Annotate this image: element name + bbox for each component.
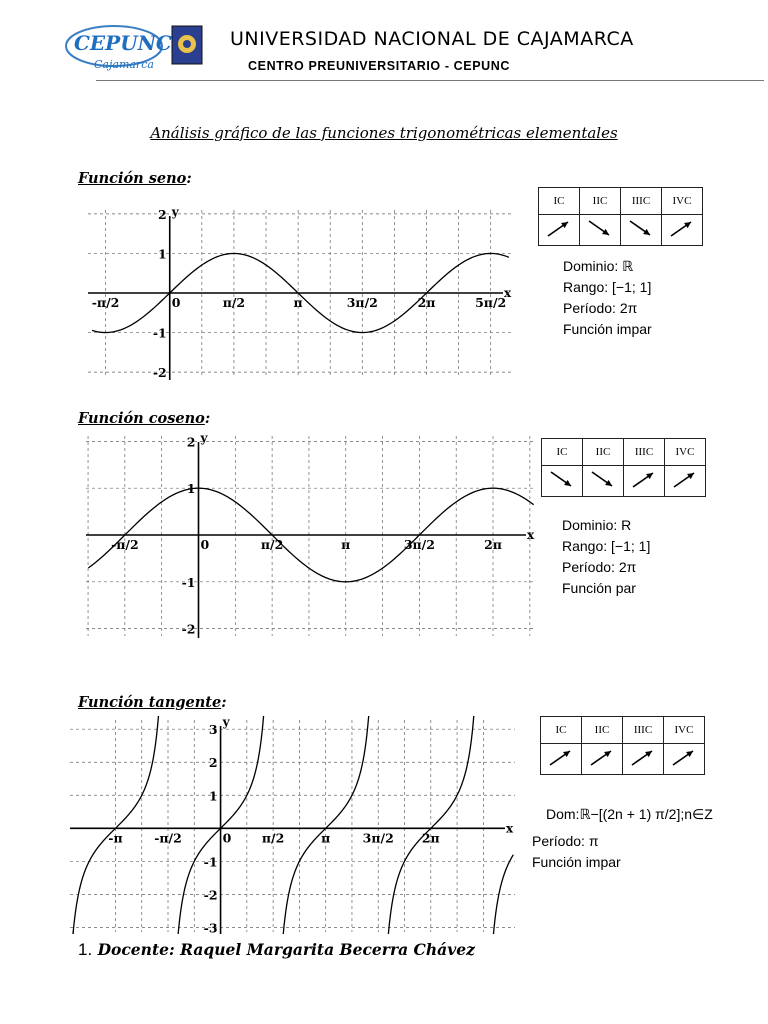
domain-text: Dominio: ℝ — [563, 258, 634, 274]
x-tick-label: 2π — [484, 537, 502, 552]
logo-text: CEPUNC — [74, 31, 172, 55]
quadrant-table-coseno — [541, 438, 706, 497]
arrow-up-right-icon — [670, 468, 700, 490]
y-tick-label: 2 — [208, 755, 218, 771]
domain-text: Dominio: R — [562, 517, 632, 533]
arrow-up-right-icon — [669, 746, 699, 768]
university-title: UNIVERSIDAD NACIONAL DE CAJAMARCA — [230, 28, 634, 50]
x-tick-label: π — [341, 537, 351, 552]
x-tick-label: π — [321, 830, 331, 846]
quadrant-label: IIC — [583, 439, 624, 466]
x-tick-label: 0 — [200, 537, 210, 552]
grid — [86, 436, 536, 636]
y-tick-label: -2 — [152, 365, 167, 380]
x-axis-label: x — [527, 528, 535, 542]
range-text: Rango: [−1; 1] — [562, 538, 651, 554]
y-tick-label: -2 — [181, 621, 196, 637]
quadrant-label: IC — [541, 717, 582, 744]
x-tick-label: -π — [108, 830, 123, 846]
section-title-tangente — [78, 694, 227, 711]
quadrant-table-tangente — [540, 716, 705, 775]
arrow-up-right-icon — [667, 217, 697, 239]
footer — [78, 940, 475, 960]
quadrant-label: IVC — [664, 717, 705, 744]
arrow-up-right-icon — [544, 217, 574, 239]
x-tick-label: -π/2 — [111, 537, 139, 552]
properties-coseno — [562, 515, 650, 599]
function-curve — [70, 716, 513, 934]
quadrant-label: IIC — [580, 188, 621, 215]
quadrant-label: IIIC — [624, 439, 665, 466]
section-title-tangente-text: Función tangente — [78, 694, 222, 711]
period-text: Período: 2π — [563, 300, 638, 316]
section-title-coseno-text: Función coseno — [78, 410, 205, 427]
quadrant-label: IC — [539, 188, 580, 215]
y-axis-label: y — [222, 716, 230, 729]
x-tick-label: 2π — [417, 295, 436, 310]
document-title: Análisis gráfico de las funciones trigonométricas elementales — [150, 124, 618, 142]
quadrant-table-seno — [538, 187, 703, 246]
x-tick-label: π/2 — [260, 537, 284, 552]
y-tick-label: 3 — [208, 722, 218, 738]
x-tick-label: 2π — [421, 830, 440, 846]
x-tick-label: π — [293, 295, 303, 310]
arrow-down-right-icon — [547, 468, 577, 490]
x-tick-label: -π/2 — [154, 830, 182, 846]
section-title-colon: : — [186, 170, 192, 187]
parity-text: Función par — [562, 580, 636, 596]
cosine-chart — [86, 432, 536, 638]
y-tick-label: 2 — [158, 206, 167, 222]
university-seal-icon — [172, 26, 202, 64]
x-tick-label: 0 — [171, 295, 181, 310]
x-axis-label: x — [504, 286, 512, 300]
y-tick-label: -1 — [152, 325, 167, 341]
parity-text: Función impar — [532, 854, 621, 870]
x-tick-label: π/2 — [222, 295, 246, 310]
properties-seno — [563, 256, 652, 340]
period-text: Período: π — [532, 833, 599, 849]
header-divider — [96, 80, 764, 81]
arrow-up-right-icon — [628, 746, 658, 768]
arrow-down-right-icon — [585, 217, 615, 239]
parity-text: Función impar — [563, 321, 652, 337]
arrow-up-right-icon — [629, 468, 659, 490]
x-tick-label: 3π/2 — [362, 830, 394, 846]
quadrant-label: IVC — [662, 188, 703, 215]
logo-subtext: Cajamarca — [94, 58, 154, 71]
grid — [88, 210, 513, 378]
quadrant-label: IIIC — [623, 717, 664, 744]
x-tick-label: 3π/2 — [403, 537, 435, 552]
y-tick-label: 1 — [208, 788, 218, 804]
x-tick-label: 5π/2 — [475, 295, 507, 310]
quadrant-label: IIC — [582, 717, 623, 744]
y-tick-label: -1 — [181, 574, 196, 590]
arrow-up-right-icon — [587, 746, 617, 768]
y-tick-label: -2 — [203, 887, 218, 903]
y-axis-label: y — [200, 432, 208, 445]
footer-text: Docente: Raquel Margarita Becerra Chávez — [97, 940, 475, 959]
x-tick-label: 0 — [222, 830, 232, 846]
section-title-seno-text: Función seno — [78, 170, 187, 187]
range-text: Rango: [−1; 1] — [563, 279, 652, 295]
arrow-down-right-icon — [588, 468, 618, 490]
footer-number: 1. — [78, 940, 93, 959]
curve-segment — [70, 716, 166, 934]
tangent-chart — [70, 716, 515, 934]
arrow-up-right-icon — [546, 746, 576, 768]
period-text: Período: 2π — [562, 559, 637, 575]
x-tick-label: π/2 — [261, 830, 285, 846]
section-title-seno — [78, 170, 192, 187]
arrow-down-right-icon — [626, 217, 656, 239]
center-title: CENTRO PREUNIVERSITARIO - CEPUNC — [248, 59, 511, 73]
grid — [70, 720, 515, 932]
x-tick-label: 3π/2 — [346, 295, 378, 310]
cepunc-logo — [64, 22, 208, 74]
y-axis-label: y — [171, 206, 179, 219]
sine-chart — [88, 206, 513, 380]
curve-segment — [70, 716, 73, 934]
y-tick-label: -1 — [203, 854, 218, 870]
quadrant-label: IVC — [665, 439, 706, 466]
y-tick-label: -3 — [203, 920, 218, 934]
x-tick-label: -π/2 — [91, 295, 120, 310]
x-axis-label: x — [506, 821, 514, 836]
quadrant-label: IC — [542, 439, 583, 466]
section-title-coseno — [78, 410, 210, 427]
properties-tangente — [532, 831, 621, 873]
section-title-colon: : — [204, 410, 211, 427]
y-tick-label: 1 — [186, 481, 196, 497]
y-tick-label: 2 — [186, 434, 196, 450]
domain-text-tangente: Dom:ℝ−[(2n + 1) π/2];n∈Z — [546, 806, 713, 822]
section-title-colon: : — [221, 694, 227, 711]
quadrant-label: IIIC — [621, 188, 662, 215]
y-tick-label: 1 — [158, 246, 167, 262]
